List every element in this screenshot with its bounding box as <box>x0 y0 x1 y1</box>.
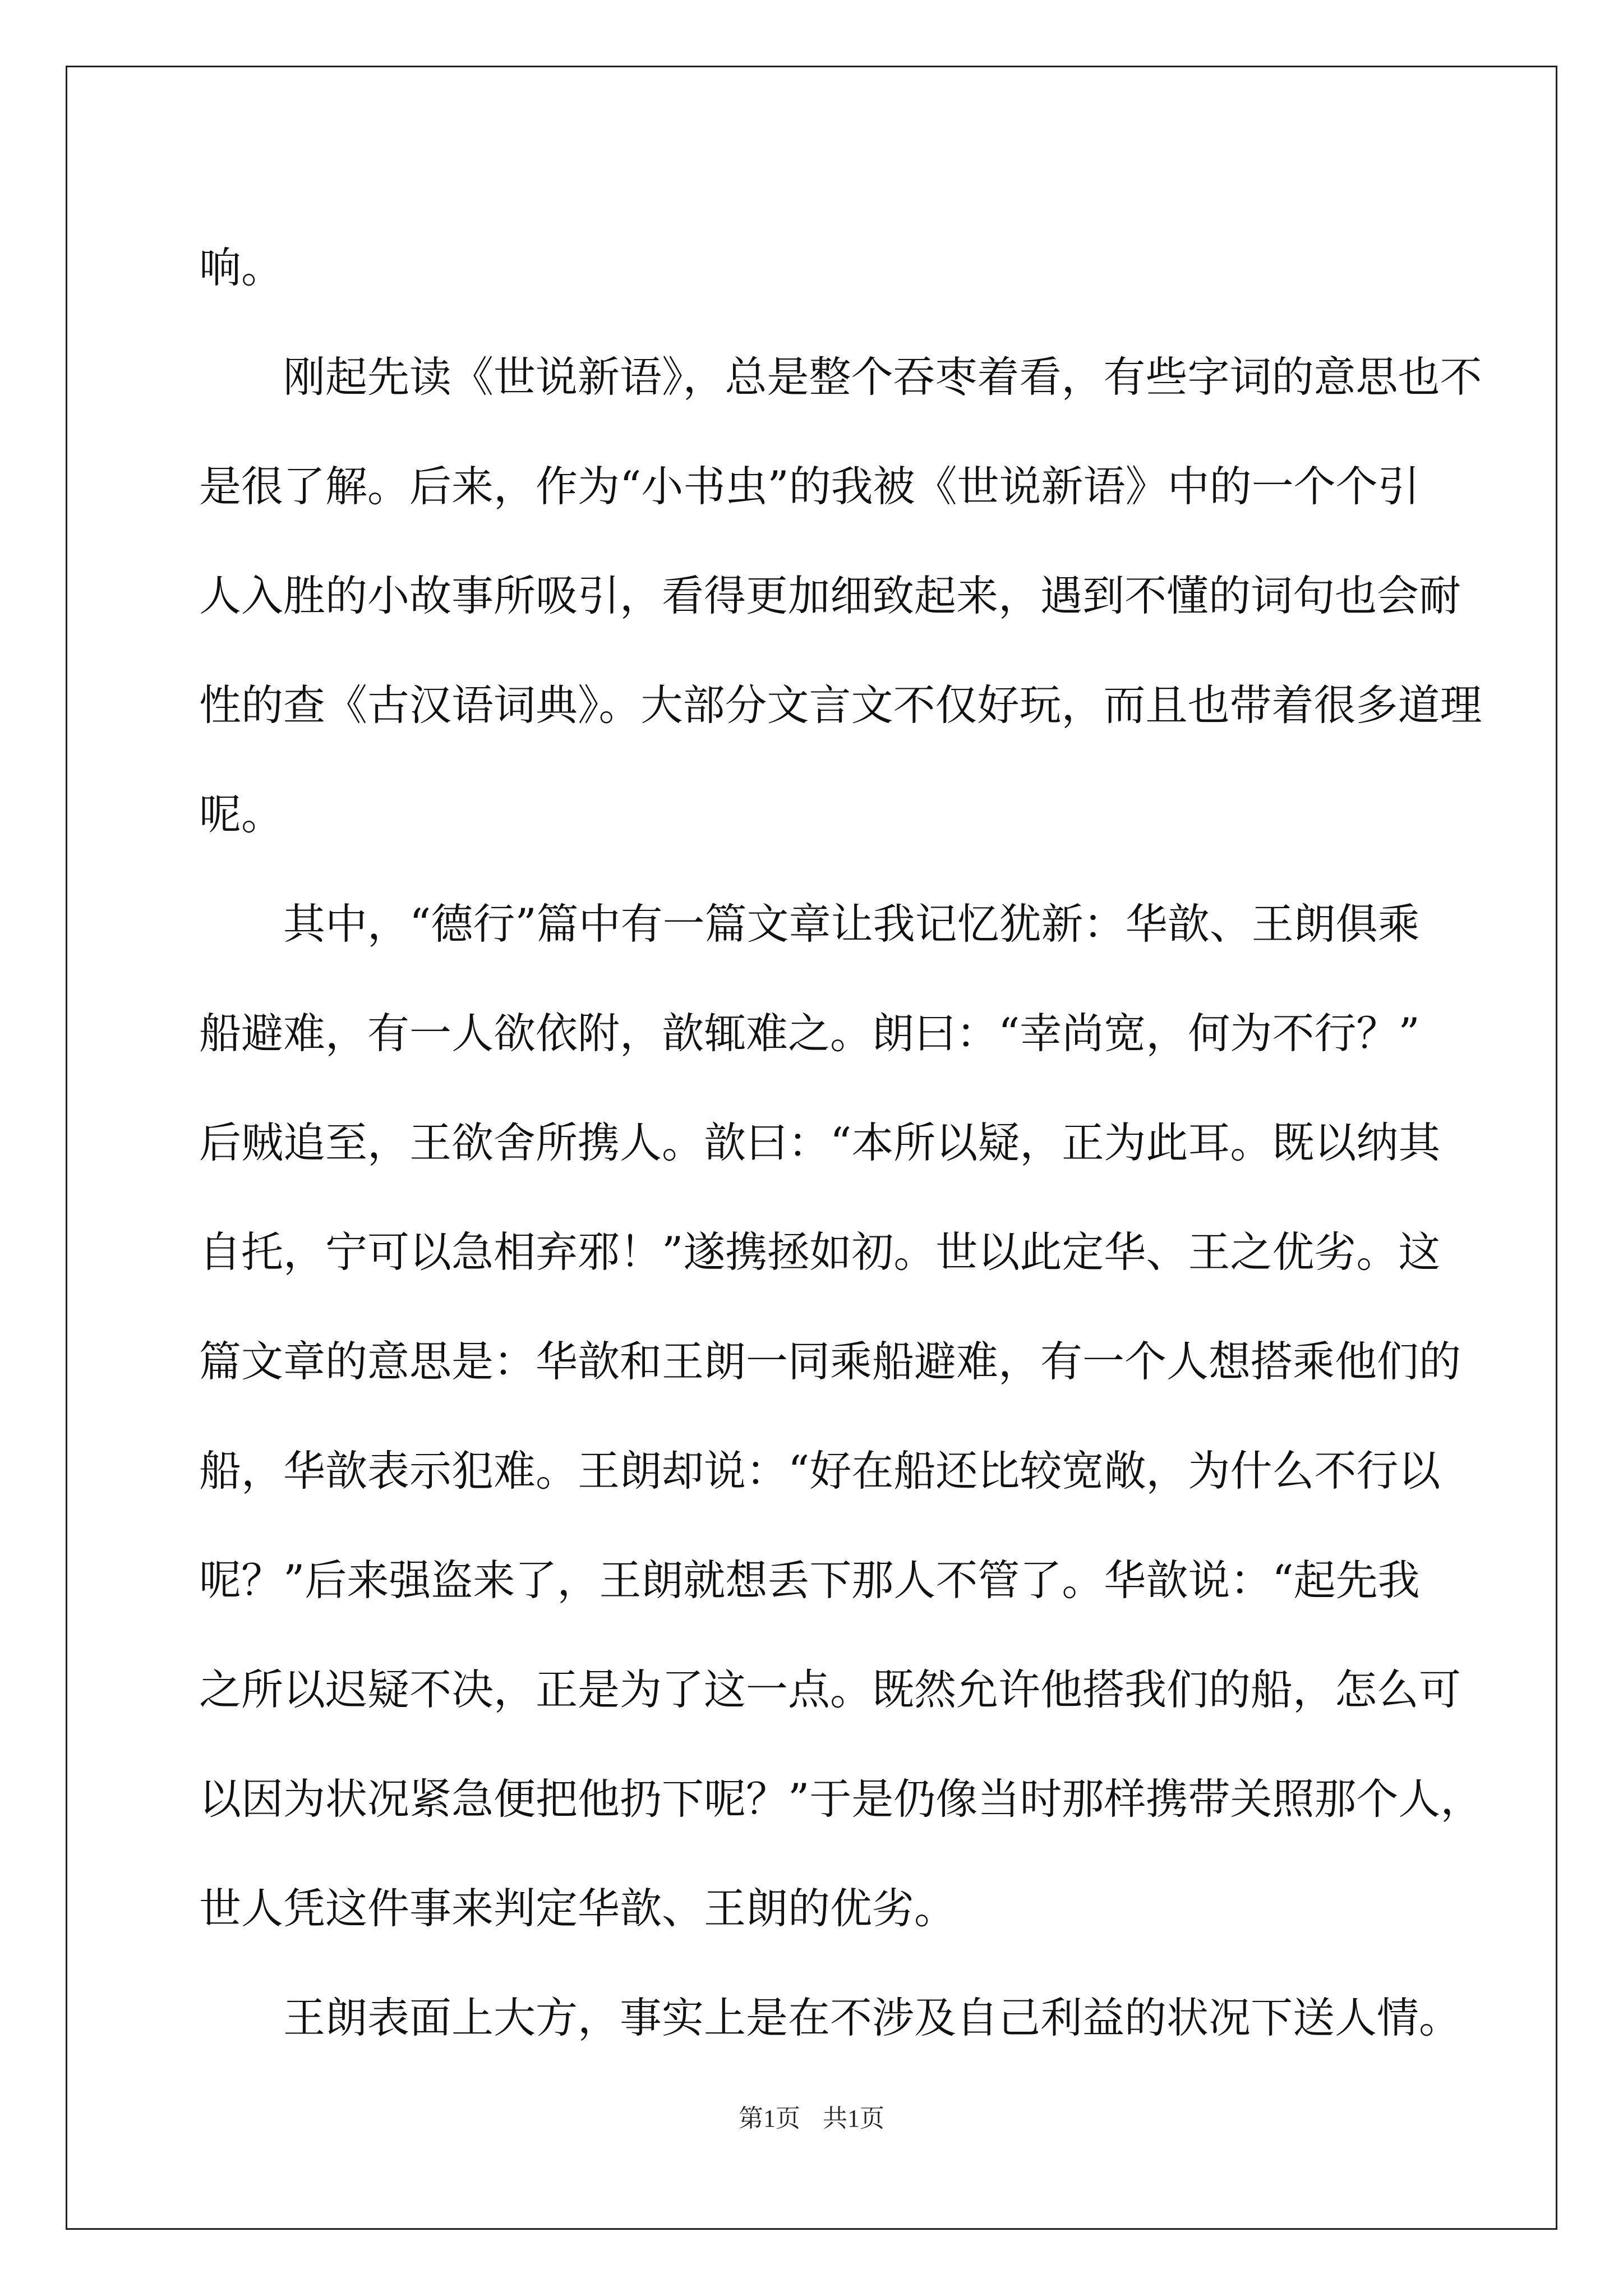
text-line: 自托，宁可以急相弃邪！”遂携拯如初。世以此定华、王之优劣。这 <box>199 1227 1441 1277</box>
page-footer <box>0 2098 1623 2134</box>
text-line: 之所以迟疑不决，正是为了这一点。既然允许他搭我们的船，怎么可 <box>199 1665 1461 1714</box>
text-line: 呢？”后来强盗来了，王朗就想丢下那人不管了。华歆说：“起先我 <box>199 1556 1420 1605</box>
text-line: 船避难，有一人欲依附，歆辄难之。朗曰：“幸尚宽，何为不行？” <box>199 1009 1420 1058</box>
paragraph-line: 其中，“德行”篇中有一篇文章让我记忆犹新：华歆、王朗俱乘 <box>199 899 1420 949</box>
text-line: 篇文章的意思是：华歆和王朗一同乘船避难，有一个人想搭乘他们的 <box>199 1337 1461 1386</box>
paragraph-line: 王朗表面上大方，事实上是在不涉及自己利益的状况下送人情。 <box>199 1993 1461 2042</box>
text-line: 呢。 <box>199 790 284 839</box>
document-body <box>199 213 1483 2073</box>
text-line: 性的查《古汉语词典》。大部分文言文不仅好玩，而且也带着很多道理 <box>199 680 1482 730</box>
text-line: 后贼追至，王欲舍所携人。歆曰：“本所以疑，正为此耳。既以纳其 <box>199 1118 1441 1167</box>
text-line: 是很了解。后来，作为“小书虫”的我被《世说新语》中的一个个引 <box>199 462 1420 511</box>
text-line: 世人凭这件事来判定华歆、王朗的优劣。 <box>199 1884 957 1933</box>
paragraph-line: 刚起先读《世说新语》，总是整个吞枣着看，有些字词的意思也不 <box>199 352 1482 402</box>
page-total: 共1页 <box>823 2105 884 2132</box>
text-line: 响。 <box>199 243 284 292</box>
page-number: 第1页 <box>739 2105 800 2132</box>
text-line: 船，华歆表示犯难。王朗却说：“好在船还比较宽敞，为什么不行以 <box>199 1446 1441 1496</box>
text-line: 人入胜的小故事所吸引，看得更加细致起来，遇到不懂的词句也会耐 <box>199 571 1461 620</box>
text-line: 以因为状况紧急便把他扔下呢？”于是仍像当时那样携带关照那个人， <box>199 1774 1483 1824</box>
